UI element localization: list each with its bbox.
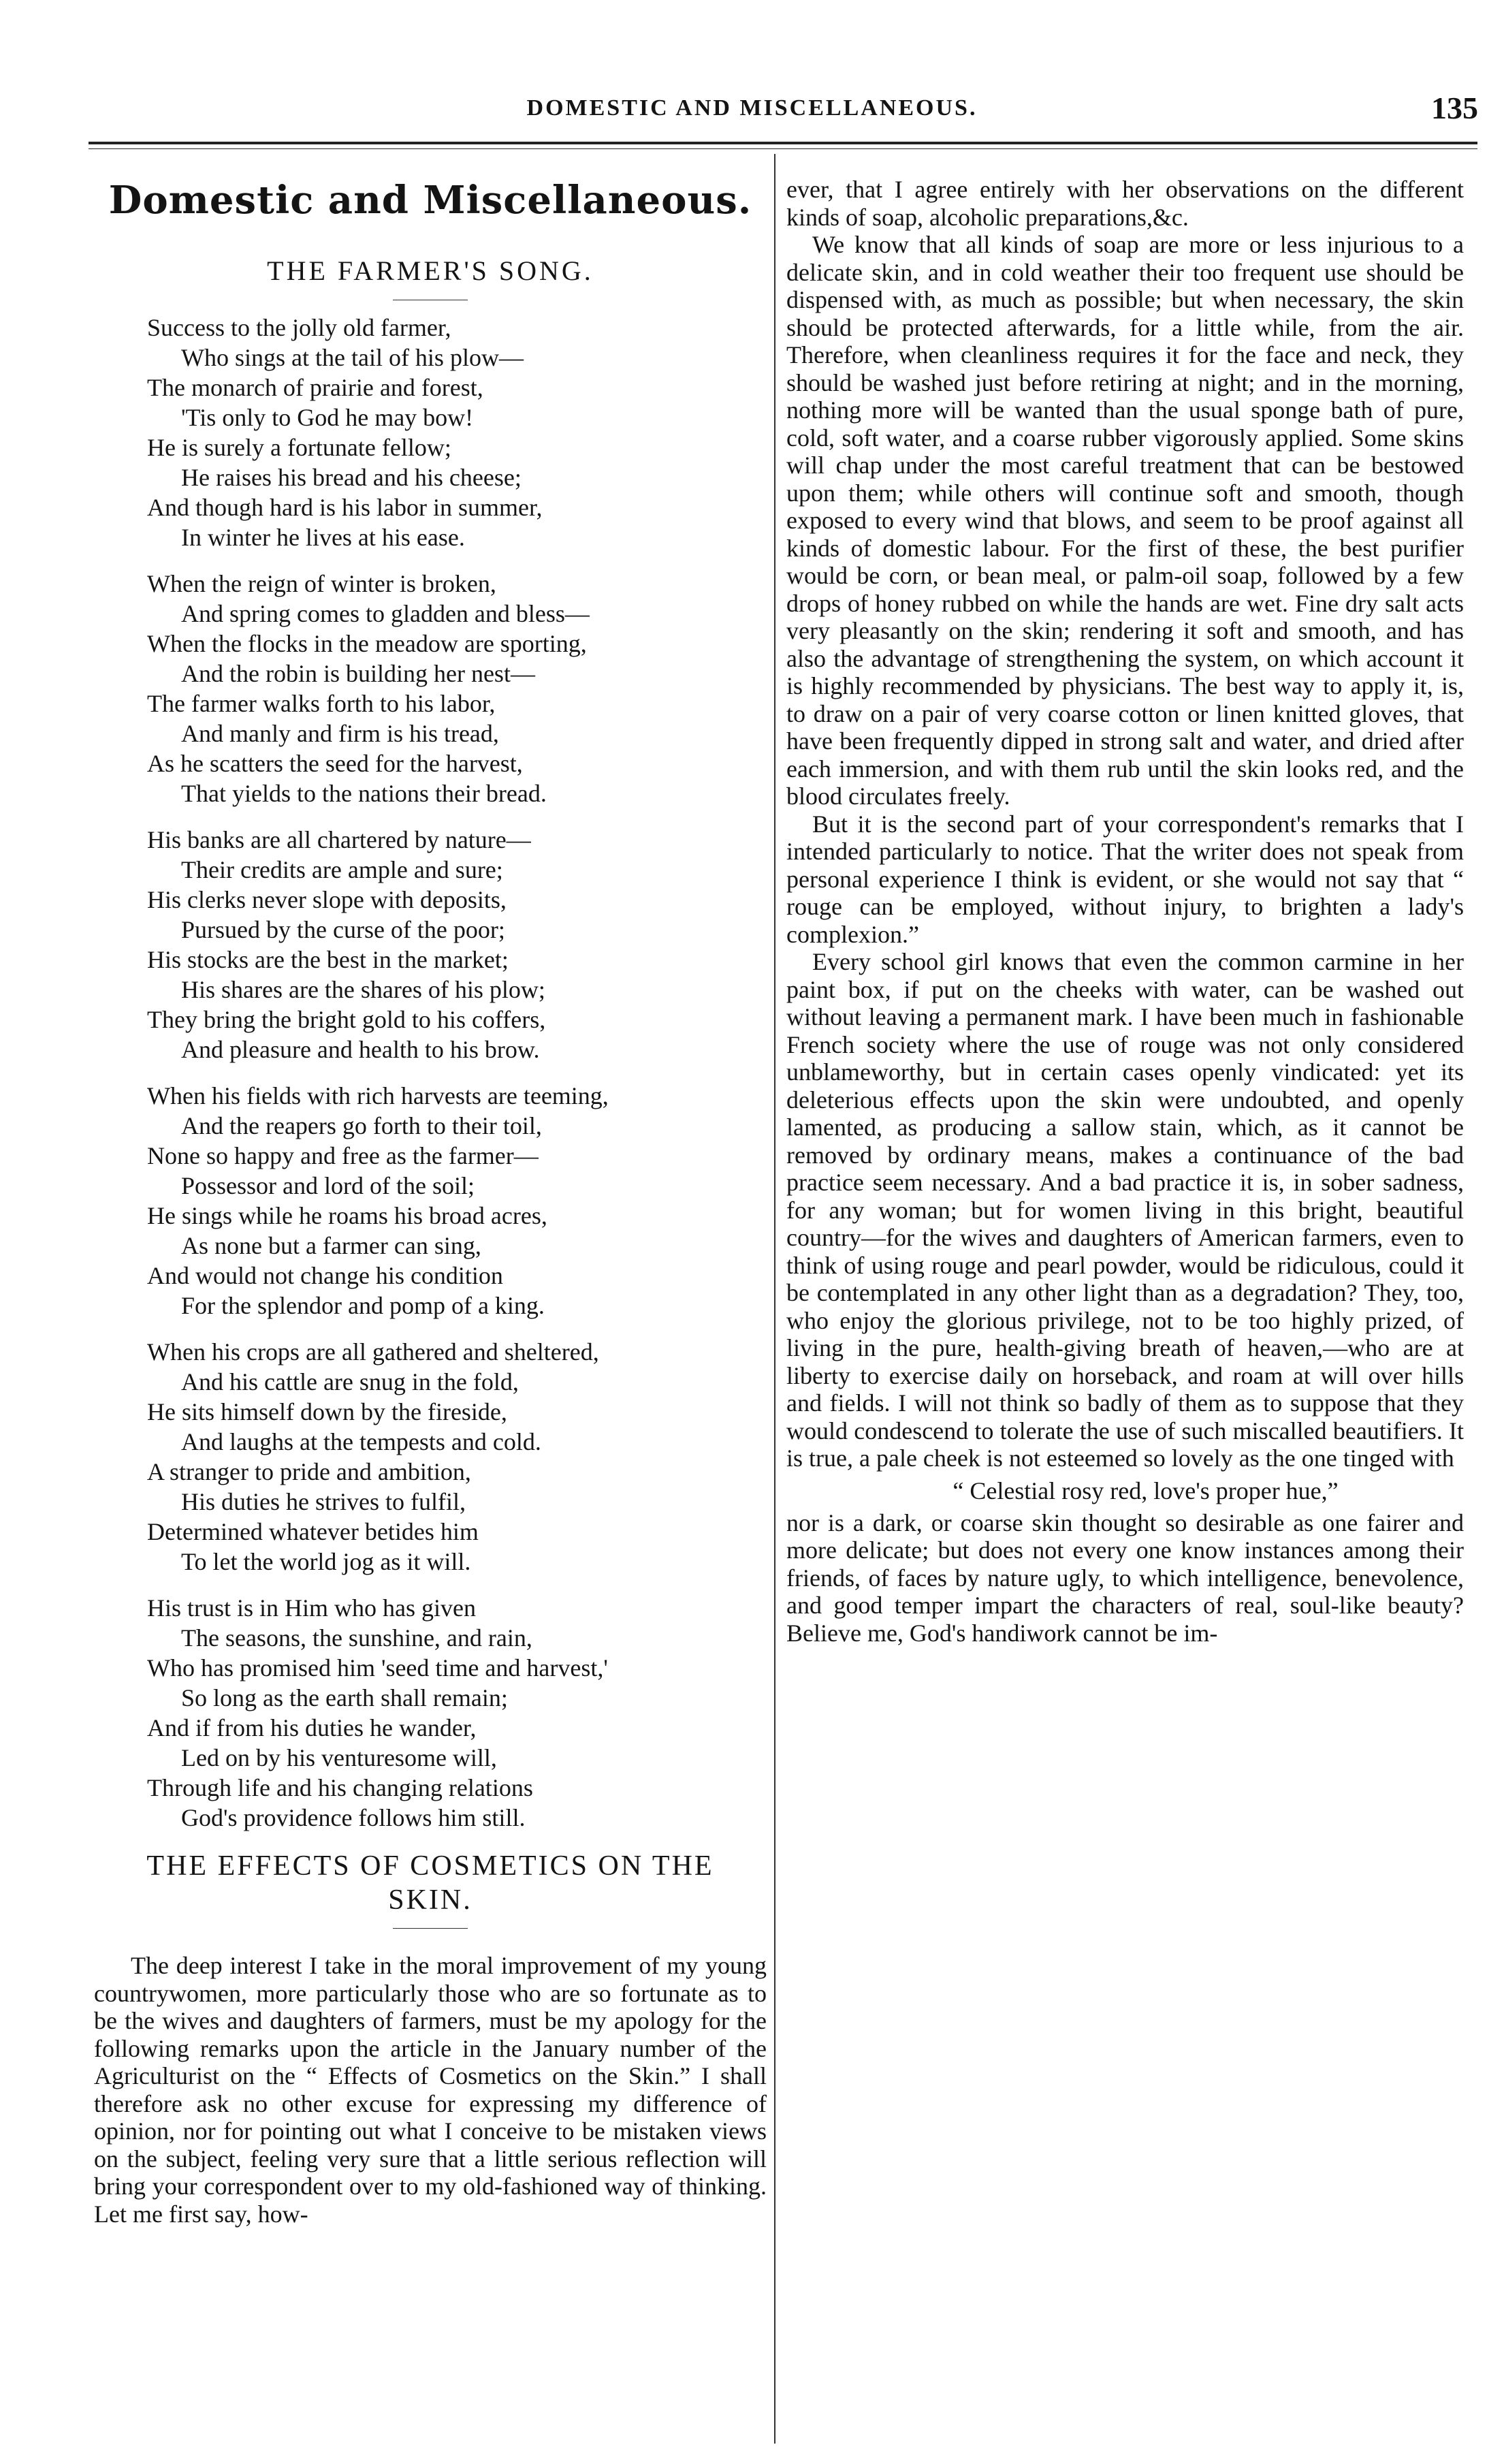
poem-line: His trust is in Him who has given [147, 1594, 476, 1622]
poem-line: Led on by his venturesome will, [181, 1744, 497, 1771]
poem-line: And the reapers go forth to their toil, [181, 1112, 542, 1139]
running-head [0, 90, 1504, 131]
poem-line: And though hard is his labor in summer, [147, 494, 543, 521]
poem-title: THE FARMER'S SONG. [267, 255, 594, 286]
right-column [786, 176, 1464, 1647]
poem-line: He is surely a fortunate fellow; [147, 434, 451, 461]
poem-stanza [94, 1337, 767, 1577]
essay-paragraph-1: The deep interest I take in the moral improvement of my young countrywomen, more particularly those who are so fortunate as to be the wives and daughters of farmers, must be my apology for the following remarks upon the article in the January number of the Agriculturist on the “ Effects of Cosmetics on the Skin.” I shall therefore ask no other excuse for expressing my difference of opinion, nor for pointing out what I conceive to be mistaken views on the subject, feeling very sure that a little serious reflection will bring your correspondent over to my old-fashioned way of thinking. Let me first say, how- [94, 1952, 767, 2228]
poem-line: Who sings at the tail of his plow— [181, 344, 524, 371]
poem-line: As he scatters the seed for the harvest, [147, 750, 523, 777]
poem-line: He sings while he roams his broad acres, [147, 1202, 547, 1229]
poem-line: Through life and his changing relations [147, 1774, 533, 1801]
poem-line: And laughs at the tempests and cold. [181, 1428, 541, 1455]
essay-paragraph-3: We know that all kinds of soap are more or less injurious to a delicate skin, and in cold weather their too frequent use should be dispensed with, as much as possible; but when necessary, the skin should be protected afterwards, for a little while, from the air. Therefore, when cleanliness requires it for the face and neck, they should be washed just before retiring at night; and in the morning, nothing more will be wanted than the usual sponge bath of pure, cold, soft water, and a coarse rubber vigorously applied. Some skins will chap under the most careful treatment that can be bestowed upon them; while others will continue soft and smooth, though exposed to every wind that blows, and seem to be proof against all kinds of domestic labour. For the first of these, the best purifier would be corn, or bean meal, or palm-oil soap, followed by a few drops of honey rubbed on while the hands are wet. Fine dry salt acts very pleasantly on the skin; rendering it soft and smooth, and has also the advantage of strengthening the system, on which account it is highly recommended by physicians. The best way to apply it, is, to draw on a pair of very coarse cotton or linen knitted gloves, that have been frequently dipped in strong salt and water, and dried after each immersion, and with them rub until the skin looks red, and the blood circulates freely. [786, 231, 1464, 810]
poem-line: His banks are all chartered by nature— [147, 826, 531, 853]
poem-line: To let the world jog as it will. [181, 1548, 471, 1575]
essay-paragraph-5: Every school girl knows that even the common carmine in her paint box, if put on the cheeks with water, can be washed out without leaving a permanent mark. I have been much in fashionable French society where the use of rouge was not only considered unblameworthy, but in certain cases openly vindicated: yet its deleterious effects upon the skin were undoubted, and openly lamented, as producing a sallow stain, which, as it cannot be removed by ordinary means, makes a continuance of the bad practice seem necessary. And a bad practice it is, in sober sadness, for any woman; but for women living in this bright, beautiful country—for the wives and daughters of American farmers, even to think of using rouge and pearl powder, would be ridiculous, could it be contemplated in any other light than as a degradation? They, too, who enjoy the glorious privilege, not to be too highly prized, of living in the pure, health-giving breath of heaven,—who are at liberty to exercise daily on horseback, and roam at will over hills and fields. I will not think so badly of them as to suppose that they would condescend to tolerate the use of such miscalled beautifiers. It is true, a pale cheek is not esteemed so lovely as the one tinged with [786, 948, 1464, 1472]
column-divider [774, 154, 775, 2444]
poem-line: In winter he lives at his ease. [181, 524, 465, 551]
header-rule-thin [89, 148, 1477, 149]
poem-line: His shares are the shares of his plow; [181, 976, 545, 1003]
essay-title-rule [393, 1928, 468, 1929]
poem-line: When the reign of winter is broken, [147, 570, 496, 597]
poem-line: Possessor and lord of the soil; [181, 1172, 475, 1199]
poem-line: So long as the earth shall remain; [181, 1684, 508, 1711]
poem-line: Success to the jolly old farmer, [147, 314, 451, 341]
essay-paragraph-4: But it is the second part of your correspondent's remarks that I intended particularly to notice. That the writer does not speak from personal experience I think is evident, or she would not say that “ rouge can be employed, without injury, to brighten a lady's complexion.” [786, 810, 1464, 948]
poem-line: And if from his duties he wander, [147, 1714, 477, 1741]
poem-line: When the flocks in the meadow are sporting, [147, 630, 587, 657]
poem-stanza [94, 1593, 767, 1833]
poem-line: A stranger to pride and ambition, [147, 1458, 471, 1485]
poem-line: His clerks never slope with deposits, [147, 886, 507, 913]
poem-line: Who has promised him 'seed time and harvest,' [147, 1654, 608, 1681]
poem-line: The monarch of prairie and forest, [147, 374, 483, 401]
left-column [94, 170, 767, 2228]
page-number: 135 [1431, 91, 1478, 125]
poem-line: And spring comes to gladden and bless— [181, 600, 590, 627]
running-head-title: DOMESTIC AND MISCELLANEOUS. [526, 95, 978, 121]
poem-line: And pleasure and health to his brow. [181, 1036, 540, 1063]
poem-line: They bring the bright gold to his coffers, [147, 1006, 546, 1033]
essay-quote: “ Celestial rosy red, love's proper hue,” [953, 1476, 1339, 1504]
poem-line: 'Tis only to God he may bow! [181, 404, 474, 431]
poem-stanza [94, 313, 767, 552]
poem-stanza [94, 1081, 767, 1321]
poem-line: His duties he strives to fulfil, [181, 1488, 466, 1515]
poem-line: When his crops are all gathered and sheltered, [147, 1338, 599, 1365]
poem-line: And manly and firm is his tread, [181, 720, 499, 747]
poem-line: The farmer walks forth to his labor, [147, 690, 496, 717]
poem-line: And his cattle are snug in the fold, [181, 1368, 519, 1395]
poem-line: God's providence follows him still. [181, 1804, 526, 1831]
poem-stanza [94, 569, 767, 808]
essay-title: THE EFFECTS OF COSMETICS ON THE SKIN. [146, 1850, 714, 1916]
poem-line: And the robin is building her nest— [181, 660, 535, 687]
poem-line: He raises his bread and his cheese; [181, 464, 522, 491]
poem-line: That yields to the nations their bread. [181, 780, 547, 807]
poem-body [94, 313, 767, 1833]
poem-line: When his fields with rich harvests are teeming, [147, 1082, 609, 1109]
poem-line: Determined whatever betides him [147, 1518, 479, 1545]
poem-line: His stocks are the best in the market; [147, 946, 509, 973]
poem-line: None so happy and free as the farmer— [147, 1142, 539, 1169]
poem-line: Pursued by the curse of the poor; [181, 916, 505, 943]
poem-stanza [94, 825, 767, 1064]
essay-paragraph-2: ever, that I agree entirely with her observations on the different kinds of soap, alcoholic preparations,&c. [786, 176, 1464, 231]
section-heading: Domestic and Miscellaneous. [108, 178, 752, 223]
poem-line: The seasons, the sunshine, and rain, [181, 1624, 532, 1652]
poem-line: As none but a farmer can sing, [181, 1232, 481, 1259]
poem-line: And would not change his condition [147, 1262, 503, 1289]
header-rule-thick [89, 142, 1477, 144]
essay-paragraph-6: nor is a dark, or coarse skin thought so desirable as one fairer and more delicate; but does not every one know instances among their friends, of faces by nature ugly, to which intelligence, benevolence, and good temper impart the characters of real, soul-like beauty? Believe me, God's handiwork cannot be im- [786, 1509, 1464, 1647]
poem-line: Their credits are ample and sure; [181, 856, 503, 883]
poem-line: He sits himself down by the fireside, [147, 1398, 507, 1425]
poem-line: For the splendor and pomp of a king. [181, 1292, 545, 1319]
